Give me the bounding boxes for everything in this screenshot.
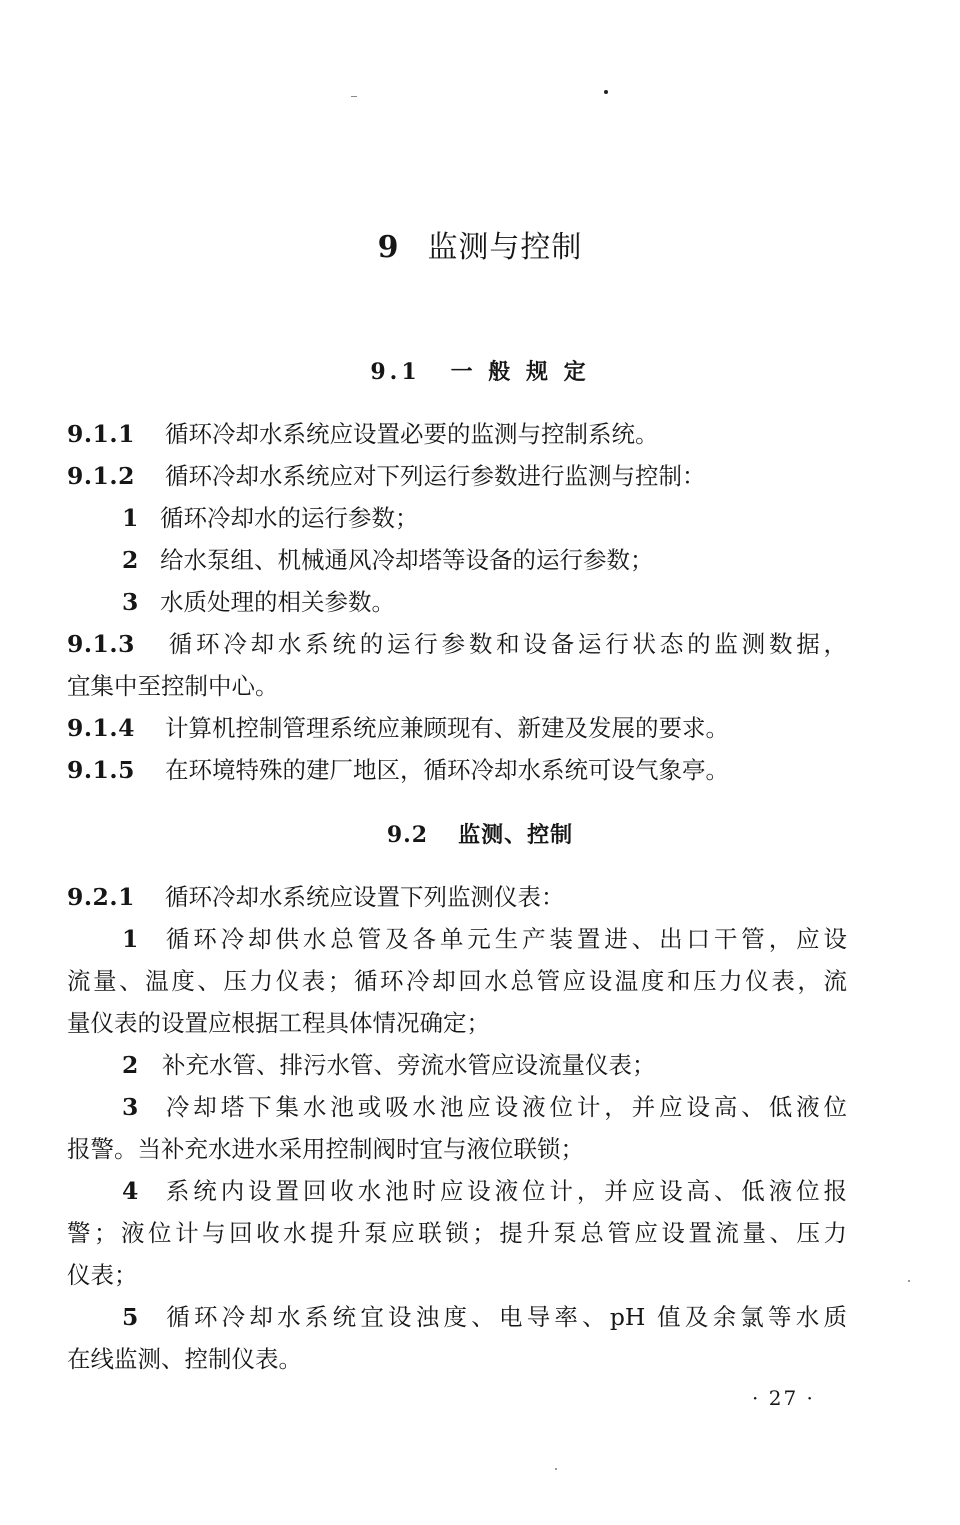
item-text: 水质处理的相关参数。 (160, 588, 395, 616)
list-item (122, 1050, 656, 1080)
list-item (122, 545, 654, 575)
item-text: 冷却塔下集水池或吸水池应设液位计，并应设高、低液位 (162, 1093, 847, 1121)
item-text: 循环冷却水的运行参数； (160, 504, 419, 532)
clause-text: 循环冷却水系统的运行参数和设备运行状态的监测数据， (165, 630, 847, 658)
clause-9-1-5 (67, 755, 729, 785)
list-item (122, 587, 395, 617)
clause-text: 宜集中至控制中心。 (67, 672, 279, 700)
scan-speck (604, 90, 608, 94)
clause-9-2-1 (67, 882, 565, 912)
list-item-continued (67, 1260, 138, 1290)
list-item-continued (67, 1344, 302, 1374)
clause-text: 循环冷却水系统应设置必要的监测与控制系统。 (165, 420, 659, 448)
item-text: 循环冷却供水总管及各单元生产装置进、出口干管，应设 (162, 925, 847, 953)
clause-number: 9.1.5 (67, 756, 135, 784)
list-item-continued (67, 966, 847, 996)
item-number: 3 (122, 588, 139, 616)
item-text: 量仪表的设置应根据工程具体情况确定； (67, 1009, 490, 1037)
item-text: 循环冷却水系统宜设浊度、电导率、pH 值及余氯等水质 (162, 1303, 847, 1331)
item-text: 报警。当补充水进水采用控制阀时宜与液位联锁； (67, 1135, 584, 1163)
section-heading-9-2 (0, 818, 960, 849)
clause-number: 9.2.1 (67, 883, 135, 911)
list-item (122, 1092, 847, 1122)
clause-text: 循环冷却水系统应对下列运行参数进行监测与控制： (165, 462, 706, 490)
clause-number: 9.1.1 (67, 420, 135, 448)
clause-9-1-2 (67, 461, 706, 491)
scan-speck (908, 1280, 910, 1282)
item-text: 仪表； (67, 1261, 138, 1289)
item-text: 在线监测、控制仪表。 (67, 1345, 302, 1373)
list-item (122, 1302, 847, 1332)
clause-number: 9.1.2 (67, 462, 135, 490)
item-number: 2 (122, 1051, 139, 1079)
list-item-continued (67, 1218, 847, 1248)
section-heading-9-1 (0, 355, 960, 386)
chapter-number: 9 (377, 230, 400, 265)
section-number: 9.1 (370, 359, 421, 385)
item-number: 4 (122, 1177, 139, 1205)
clause-number: 9.1.4 (67, 714, 135, 742)
clause-text: 在环境特殊的建厂地区，循环冷却水系统可设气象亭。 (165, 756, 729, 784)
clause-text: 循环冷却水系统应设置下列监测仪表： (165, 883, 565, 911)
list-item-continued (67, 1134, 584, 1164)
item-text: 流量、温度、压力仪表；循环冷却回水总管应设温度和压力仪表，流 (67, 967, 847, 995)
clause-number: 9.1.3 (67, 630, 135, 658)
item-number: 5 (122, 1303, 139, 1331)
section-title-text: 监测、控制 (458, 822, 574, 848)
item-number: 2 (122, 546, 139, 574)
item-text: 补充水管、排污水管、旁流水管应设流量仪表； (162, 1051, 656, 1079)
item-number: 1 (122, 504, 139, 532)
clause-text: 计算机控制管理系统应兼顾现有、新建及发展的要求。 (165, 714, 729, 742)
item-text: 给水泵组、机械通风冷却塔等设备的运行参数； (160, 546, 654, 574)
item-number: 1 (122, 925, 139, 953)
item-number: 3 (122, 1093, 139, 1121)
list-item (122, 924, 847, 954)
list-item (122, 503, 419, 533)
chapter-title (0, 222, 960, 266)
page-number: · 27 · (752, 1386, 815, 1410)
section-title-text: 一 般 规 定 (450, 359, 590, 385)
list-item-continued (67, 1008, 490, 1038)
item-text: 系统内设置回收水池时应设液位计，并应设高、低液位报 (162, 1177, 847, 1205)
clause-9-1-4 (67, 713, 729, 743)
section-number: 9.2 (386, 822, 429, 848)
list-item (122, 1176, 847, 1206)
clause-9-1-1 (67, 419, 659, 449)
scan-speck (555, 1468, 557, 1470)
clause-9-1-3 (67, 629, 847, 659)
item-text: 警；液位计与回收水提升泵应联锁；提升泵总管应设置流量、压力 (67, 1219, 847, 1247)
clause-9-1-3-continued (67, 671, 279, 701)
chapter-title-text: 监测与控制 (427, 230, 583, 265)
scan-speck (351, 96, 357, 97)
